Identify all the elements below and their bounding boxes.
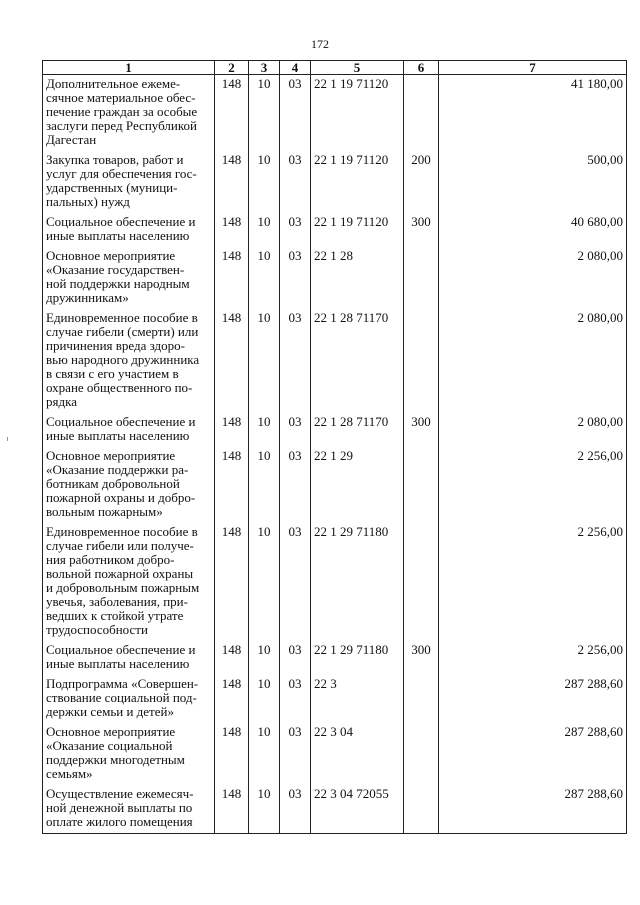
- table-row: [43, 309, 627, 413]
- table-row: [43, 75, 627, 152]
- cell-amount: 41 180,00: [439, 75, 627, 152]
- cell-target-code: 22 1 29: [311, 447, 404, 523]
- header-col-5: 5: [311, 61, 404, 75]
- cell-section: 10: [249, 75, 280, 152]
- cell-subsection: 03: [280, 641, 311, 675]
- cell-subsection: 03: [280, 213, 311, 247]
- cell-admin-code: 148: [215, 447, 249, 523]
- cell-name: Осуществление ежемесяч- ной денежной выплаты по оплате жилого помещения: [43, 785, 215, 834]
- budget-table: [42, 60, 627, 834]
- cell-amount: 2 080,00: [439, 309, 627, 413]
- cell-subsection: 03: [280, 75, 311, 152]
- table-row: [43, 785, 627, 834]
- cell-target-code: 22 1 28: [311, 247, 404, 309]
- cell-expense-type: [404, 723, 439, 785]
- cell-admin-code: 148: [215, 309, 249, 413]
- cell-section: 10: [249, 723, 280, 785]
- cell-expense-type: [404, 523, 439, 641]
- cell-admin-code: 148: [215, 213, 249, 247]
- table-row: [43, 675, 627, 723]
- header-col-7: 7: [439, 61, 627, 75]
- cell-admin-code: 148: [215, 523, 249, 641]
- margin-mark: [7, 437, 11, 441]
- cell-subsection: 03: [280, 523, 311, 641]
- cell-admin-code: 148: [215, 723, 249, 785]
- cell-target-code: 22 3: [311, 675, 404, 723]
- table-row: [43, 247, 627, 309]
- table-row: [43, 641, 627, 675]
- cell-subsection: 03: [280, 309, 311, 413]
- cell-section: 10: [249, 785, 280, 834]
- cell-amount: 2 256,00: [439, 447, 627, 523]
- cell-section: 10: [249, 523, 280, 641]
- cell-target-code: 22 1 19 71120: [311, 213, 404, 247]
- cell-section: 10: [249, 151, 280, 213]
- cell-expense-type: [404, 675, 439, 723]
- cell-name: Закупка товаров, работ и услуг для обеспечения гос- ударственных (муници- пальных) нужд: [43, 151, 215, 213]
- cell-amount: 287 288,60: [439, 675, 627, 723]
- table-row: [43, 413, 627, 447]
- cell-section: 10: [249, 309, 280, 413]
- cell-amount: 40 680,00: [439, 213, 627, 247]
- cell-expense-type: [404, 247, 439, 309]
- cell-name: Социальное обеспечение и иные выплаты населению: [43, 641, 215, 675]
- cell-expense-type: 300: [404, 213, 439, 247]
- cell-target-code: 22 1 29 71180: [311, 523, 404, 641]
- table-body: [43, 75, 627, 834]
- cell-name: Основное мероприятие «Оказание государствен- ной поддержки народным дружинникам»: [43, 247, 215, 309]
- cell-name: Основное мероприятие «Оказание поддержки ра- ботникам добровольной пожарной охраны и добро- вольным пожарным»: [43, 447, 215, 523]
- cell-expense-type: 300: [404, 641, 439, 675]
- cell-section: 10: [249, 675, 280, 723]
- cell-subsection: 03: [280, 675, 311, 723]
- table-row: [43, 523, 627, 641]
- cell-subsection: 03: [280, 723, 311, 785]
- cell-section: 10: [249, 213, 280, 247]
- cell-subsection: 03: [280, 151, 311, 213]
- cell-name: Основное мероприятие «Оказание социальной поддержки многодетным семьям»: [43, 723, 215, 785]
- cell-name: Дополнительное ежеме- сячное материальное обес- печение граждан за особые заслуги перед Республикой Дагестан: [43, 75, 215, 152]
- cell-admin-code: 148: [215, 151, 249, 213]
- cell-amount: 2 256,00: [439, 641, 627, 675]
- cell-subsection: 03: [280, 785, 311, 834]
- cell-admin-code: 148: [215, 247, 249, 309]
- table-row: [43, 213, 627, 247]
- cell-name: Социальное обеспечение и иные выплаты населению: [43, 213, 215, 247]
- cell-admin-code: 148: [215, 641, 249, 675]
- cell-name: Социальное обеспечение и иные выплаты населению: [43, 413, 215, 447]
- header-col-6: 6: [404, 61, 439, 75]
- page-number: 172: [311, 37, 329, 51]
- cell-name: Подпрограмма «Совершен- ствование социальной под- держки семьи и детей»: [43, 675, 215, 723]
- cell-amount: 2 080,00: [439, 247, 627, 309]
- cell-name: Единовременное пособие в случае гибели (смерти) или причинения вреда здоро- вью народного дружинника в связи с его участием в охране общественного по- рядка: [43, 309, 215, 413]
- cell-amount: 500,00: [439, 151, 627, 213]
- cell-target-code: 22 1 19 71120: [311, 151, 404, 213]
- cell-section: 10: [249, 247, 280, 309]
- cell-expense-type: [404, 785, 439, 834]
- header-col-1: 1: [43, 61, 215, 75]
- cell-target-code: 22 1 28 71170: [311, 309, 404, 413]
- cell-section: 10: [249, 641, 280, 675]
- cell-target-code: 22 3 04 72055: [311, 785, 404, 834]
- cell-amount: 2 080,00: [439, 413, 627, 447]
- cell-section: 10: [249, 413, 280, 447]
- cell-subsection: 03: [280, 447, 311, 523]
- cell-amount: 287 288,60: [439, 723, 627, 785]
- header-col-4: 4: [280, 61, 311, 75]
- cell-amount: 2 256,00: [439, 523, 627, 641]
- cell-admin-code: 148: [215, 675, 249, 723]
- table-row: [43, 151, 627, 213]
- cell-target-code: 22 3 04: [311, 723, 404, 785]
- cell-admin-code: 148: [215, 75, 249, 152]
- cell-subsection: 03: [280, 413, 311, 447]
- header-col-3: 3: [249, 61, 280, 75]
- cell-expense-type: 300: [404, 413, 439, 447]
- cell-admin-code: 148: [215, 413, 249, 447]
- cell-section: 10: [249, 447, 280, 523]
- cell-subsection: 03: [280, 247, 311, 309]
- cell-expense-type: [404, 309, 439, 413]
- table-row: [43, 723, 627, 785]
- cell-expense-type: [404, 75, 439, 152]
- cell-admin-code: 148: [215, 785, 249, 834]
- table-row: [43, 447, 627, 523]
- cell-target-code: 22 1 28 71170: [311, 413, 404, 447]
- cell-target-code: 22 1 19 71120: [311, 75, 404, 152]
- header-col-2: 2: [215, 61, 249, 75]
- cell-name: Единовременное пособие в случае гибели или получе- ния работником добро- вольной пожарной охраны и добровольным пожарным увечья, заболевания, при- ведших к стойкой утрате трудоспособности: [43, 523, 215, 641]
- cell-target-code: 22 1 29 71180: [311, 641, 404, 675]
- cell-expense-type: 200: [404, 151, 439, 213]
- table-header-row: [43, 61, 627, 75]
- cell-amount: 287 288,60: [439, 785, 627, 834]
- cell-expense-type: [404, 447, 439, 523]
